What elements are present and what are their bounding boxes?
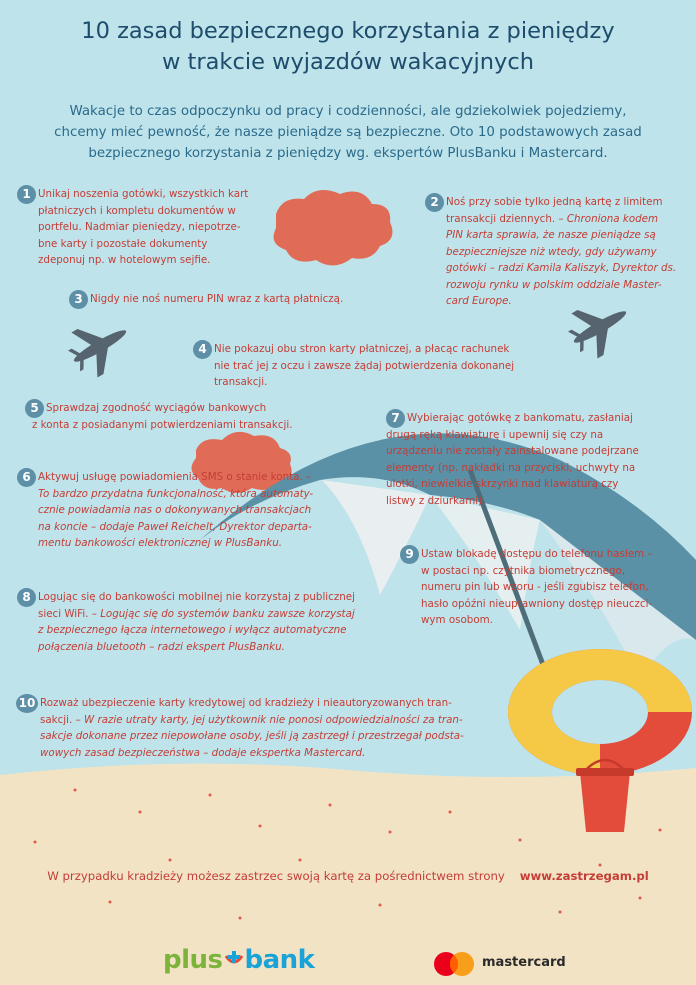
rule-7-line: Wybierając gotówkę z bankomatu, zasłaniaj — [407, 412, 633, 424]
cloud-icon — [274, 190, 393, 266]
rule-7-line: elementy (np. nakładki na przyciski, uchwyty na — [386, 461, 636, 474]
rule-8-text: sieci WiFi. – — [38, 607, 101, 620]
rule-6-quote-line: mentu bankowości elektronicznej w PlusBanku. — [38, 537, 283, 549]
bottom-note-text: W przypadku kradzieży możesz zastrzec swoją kartę za pośrednictwem strony — [47, 869, 505, 883]
rule-2-line — [446, 211, 682, 228]
rule-9 — [421, 546, 691, 629]
rule-8-quote-line: z bezpiecznego łącza internetowego i wyłącz automatyczne — [38, 624, 347, 636]
mastercard-circles-icon — [432, 951, 478, 977]
rule-7-line: ulotki, niewielkie skrzynki nad klawiaturą czy — [386, 478, 619, 490]
rule-3: Nigdy nie noś numeru PIN wraz z kartą płatniczą. — [90, 293, 344, 305]
rule-10-quote-line: wowych zasad bezpieczeństwa – dodaje ekspertka Mastercard. — [40, 746, 366, 759]
rule-2-number-badge: 2 — [425, 193, 444, 212]
rule-4 — [214, 341, 574, 391]
rule-9-line: numeru pin lub wzoru - jeśli zgubisz telefon, — [421, 581, 649, 593]
intro-line-1: Wakacje to czas odpoczynku od pracy i codzienności, ale gdziekolwiek pojedziemy, — [69, 104, 627, 119]
rule-10-quote-line: sakcje dokonane przez niepowołane osoby, jeśli ją zastrzegł i przestrzegał podsta- — [40, 730, 464, 742]
plusbank-logo-plus: plus — [163, 945, 223, 975]
rule-10-line — [40, 712, 520, 729]
intro-line-3: bezpiecznego korzystania z pieniędzy wg. ekspertów PlusBanku i Mastercard. — [88, 146, 608, 161]
rule-8 — [38, 589, 388, 655]
rule-4-number-badge: 4 — [193, 340, 212, 359]
rule-2-quote-line: bezpieczniejsze niż wtedy, gdy używamy — [446, 245, 657, 258]
title-line-1: 10 zasad bezpiecznego korzystania z pieniędzy — [81, 18, 615, 44]
rule-2-quote: Chroniona kodem — [566, 212, 659, 225]
rule-6-number-badge: 6 — [17, 468, 36, 487]
rule-9-line: Ustaw blokadę dostępu do telefonu hasłem – — [421, 548, 653, 560]
rule-1-number-badge: 1 — [17, 185, 36, 204]
rule-3-number-badge: 3 — [69, 290, 88, 309]
rule-4-line: nie trać jej z oczu i zawsze żądaj potwierdzenia dokonanej — [214, 359, 515, 372]
rule-5-line: z konta z posiadanymi potwierdzeniami transakcji. — [32, 418, 293, 431]
rule-9-line: w postaci np. czytnika biometrycznego, — [421, 564, 626, 577]
rule-7-number-badge: 7 — [386, 409, 405, 428]
rule-4-line: transakcji. — [214, 376, 268, 388]
plusbank-logo-bank: bank — [244, 945, 315, 975]
rule-1-line: portfelu. Nadmiar pieniędzy, niepotrze- — [38, 221, 241, 233]
mastercard-logo — [432, 951, 566, 977]
rule-2-quote-line: card Europe. — [446, 295, 512, 307]
rule-2-quote-line: PIN karta sprawia, że nasze pieniądze są — [446, 229, 656, 241]
intro-line-2: chcemy mieć pewność, że nasze pieniądze są bezpieczne. Oto 10 podstawowych zasad — [54, 125, 642, 140]
rule-1-line: bne karty i pozostałe dokumenty — [38, 237, 208, 250]
rule-8-line — [38, 606, 388, 623]
zastrzegam-link[interactable]: www.zastrzegam.pl — [519, 869, 649, 883]
rule-6 — [38, 469, 358, 552]
rule-8-quote: Logując się do systemów banku zawsze korzystaj — [100, 607, 355, 620]
rule-5 — [32, 400, 346, 433]
rule-10-line: Rozważ ubezpieczenie karty kredytowej od kradzieży i nieautoryzowanych tran- — [40, 697, 452, 709]
rule-10-text: sakcji. – — [40, 713, 84, 726]
rule-1-line: płatniczych i kompletu dokumentów w — [38, 204, 236, 217]
intro-paragraph — [20, 101, 676, 164]
rule-7-line: drugą ręką klawiaturę i upewnij się czy na — [386, 428, 604, 441]
rule-1-line: zdeponuj np. w hotelowym sejfie. — [38, 254, 211, 266]
rule-7-line: listwy z dziurkami). — [386, 494, 486, 507]
rule-10 — [40, 695, 520, 761]
rule-1-line: Unikaj noszenia gotówki, wszystkich kart — [38, 188, 249, 200]
title-line-2: w trakcie wyjazdów wakacyjnych — [162, 49, 534, 75]
rule-8-line: Logując się do bankowości mobilnej nie korzystaj z publicznej — [38, 591, 355, 603]
rule-5-number-badge: 5 — [25, 399, 44, 418]
rule-6-quote-line: cznie powiadamia nas o dokonywanych transakcjach — [38, 504, 312, 516]
rule-9-line: wym osobom. — [421, 614, 493, 626]
rule-2-line: Noś przy sobie tylko jedną kartę z limitem — [446, 196, 663, 208]
rule-6-quote-line: na koncie – dodaje Paweł Reichelt, Dyrektor departa- — [38, 520, 312, 533]
rule-1 — [38, 186, 258, 269]
rule-10-number-badge: 10 — [16, 694, 38, 713]
rule-5-line: Sprawdzaj zgodność wyciągów bankowych — [46, 402, 267, 414]
bottom-note — [0, 869, 696, 883]
rule-7-line: urządzeniu nie zostały zainstalowane podejrzane — [386, 445, 639, 457]
airplane-icon — [61, 308, 139, 383]
swim-ring-icon — [508, 649, 692, 775]
rule-2 — [446, 194, 682, 310]
mastercard-wordmark: mastercard — [482, 955, 566, 970]
rule-2-quote-line: rozwoju rynku w polskim oddziale Master- — [446, 278, 662, 291]
rule-2-text: transakcji dziennych. – — [446, 212, 567, 225]
rule-8-quote-line: połączenia bluetooth – radzi ekspert PlusBanku. — [38, 640, 285, 653]
rule-6-quote-line: To bardzo przydatna funkcjonalność, która automaty- — [38, 487, 314, 500]
rule-4-line: Nie pokazuj obu stron karty płatniczej, a płacąc rachunek — [214, 343, 510, 355]
rule-2-quote-line: gotówki – radzi Kamila Kaliszyk, Dyrektor ds. — [446, 262, 677, 274]
rule-6-line: Aktywuj usługę powiadomienia SMS o stanie konta. – — [38, 471, 312, 483]
rule-7 — [386, 410, 683, 509]
rule-9-line: hasło opóźni nieuprawniony dostęp nieuczci- — [421, 597, 653, 610]
plusbank-logo — [163, 945, 314, 975]
rule-10-quote: W razie utraty karty, jej użytkownik nie ponosi odpowiedzialności za tran- — [84, 713, 463, 726]
plusbank-mark-icon — [223, 948, 245, 970]
page-title — [20, 16, 676, 78]
rule-9-number-badge: 9 — [400, 545, 419, 564]
rule-8-number-badge: 8 — [17, 588, 36, 607]
